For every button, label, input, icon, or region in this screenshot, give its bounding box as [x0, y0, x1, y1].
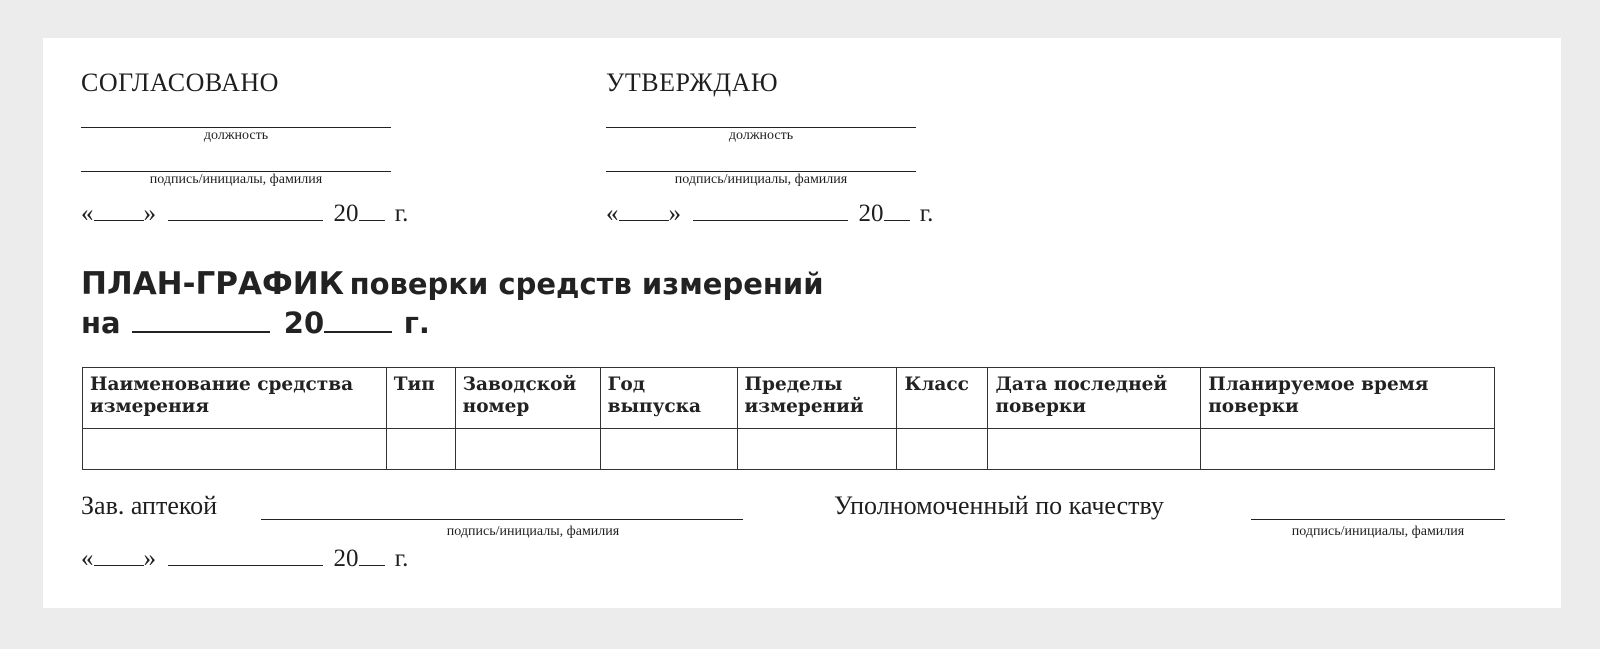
agreed-position-caption: должность: [203, 128, 269, 143]
month-field[interactable]: [693, 200, 848, 221]
year-suffix: г.: [394, 545, 409, 572]
year-prefix: 20: [333, 545, 359, 572]
agreed-date: [81, 200, 408, 228]
col-header-last-check: Дата последней поверки: [988, 368, 1201, 429]
table-cell[interactable]: [455, 429, 600, 470]
head-signature-line[interactable]: [261, 519, 743, 520]
year-suffix: г.: [394, 200, 409, 227]
approve-date: [606, 200, 933, 228]
table-header-row: [83, 368, 1495, 429]
instruments-table: [82, 367, 1495, 470]
footer-date: [81, 545, 408, 573]
quality-signature-line[interactable]: [1251, 519, 1505, 520]
col-header-year: Год выпуска: [600, 368, 737, 429]
day-field[interactable]: [94, 200, 144, 221]
head-signature-caption: подпись/инициалы, фамилия: [446, 524, 620, 539]
year-prefix: 20: [333, 200, 359, 227]
year-field[interactable]: [359, 545, 385, 566]
table-cell[interactable]: [737, 429, 897, 470]
document-title-line2: [81, 306, 430, 340]
year-prefix: 20: [858, 200, 884, 227]
date-close-quote: »: [668, 200, 681, 227]
date-open-quote: «: [606, 200, 619, 227]
approve-position-caption: должность: [728, 128, 794, 143]
table-cell[interactable]: [83, 429, 387, 470]
day-field[interactable]: [94, 545, 144, 566]
col-header-type: Тип: [386, 368, 455, 429]
agreed-heading: СОГЛАСОВАНО: [81, 68, 279, 97]
title-period-field[interactable]: [132, 307, 270, 333]
approve-signature-caption: подпись/инициалы, фамилия: [674, 172, 848, 187]
year-field[interactable]: [884, 200, 910, 221]
col-header-range: Пределы измерений: [737, 368, 897, 429]
day-field[interactable]: [619, 200, 669, 221]
date-open-quote: «: [81, 200, 94, 227]
col-header-serial: Заводской номер: [455, 368, 600, 429]
col-header-class: Класс: [897, 368, 988, 429]
month-field[interactable]: [168, 200, 323, 221]
quality-signature-caption: подпись/инициалы, фамилия: [1291, 524, 1465, 539]
table-row: [83, 429, 1495, 470]
title-year-suffix: г.: [403, 306, 430, 340]
date-close-quote: »: [143, 200, 156, 227]
title-year-prefix: 20: [283, 306, 325, 340]
title-rest: поверки средств измерений: [349, 267, 824, 301]
title-year-field[interactable]: [324, 307, 392, 333]
date-open-quote: «: [81, 545, 94, 572]
form-sheet: [43, 38, 1561, 608]
agreed-signature-caption: подпись/инициалы, фамилия: [149, 172, 323, 187]
date-close-quote: »: [143, 545, 156, 572]
table-cell[interactable]: [386, 429, 455, 470]
head-of-pharmacy-label: Зав. аптекой: [81, 491, 218, 520]
document-title: [81, 266, 824, 302]
table-cell[interactable]: [897, 429, 988, 470]
table-cell[interactable]: [600, 429, 737, 470]
year-field[interactable]: [359, 200, 385, 221]
table-cell[interactable]: [1201, 429, 1495, 470]
approve-heading: УТВЕРЖДАЮ: [606, 68, 779, 97]
year-suffix: г.: [919, 200, 934, 227]
title-main: ПЛАН-ГРАФИК: [81, 266, 344, 302]
table-cell[interactable]: [988, 429, 1201, 470]
col-header-planned-check: Планируемое время поверки: [1201, 368, 1495, 429]
month-field[interactable]: [168, 545, 323, 566]
quality-rep-label: Уполномоченный по качеству: [834, 491, 1164, 520]
title-for-label: на: [81, 306, 121, 340]
col-header-name: Наименование средства измерения: [83, 368, 387, 429]
